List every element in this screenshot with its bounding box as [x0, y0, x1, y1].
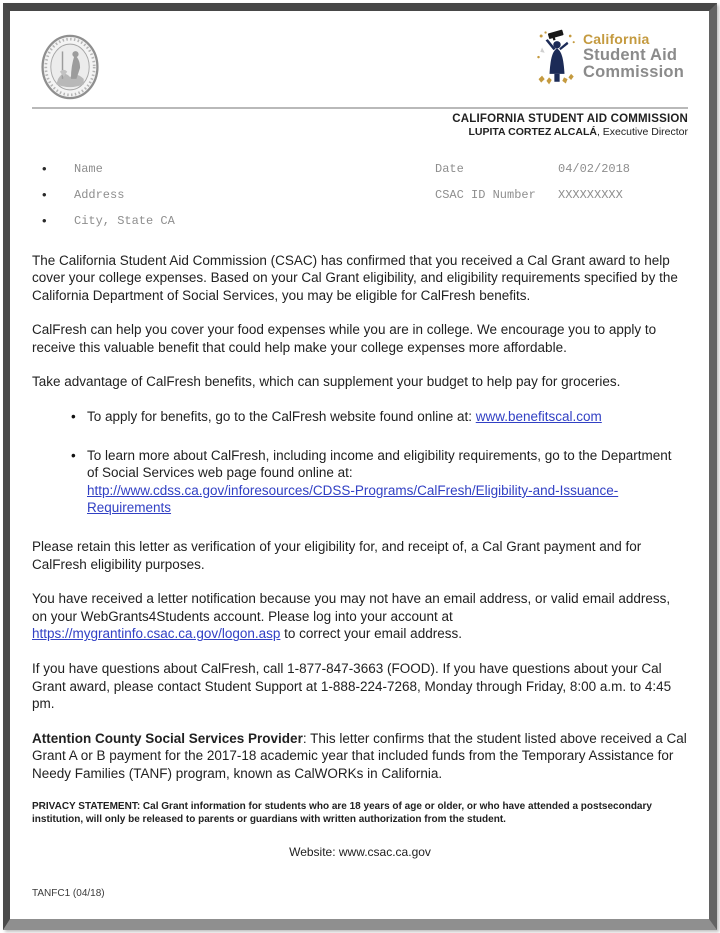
- paragraph-retain-letter: Please retain this letter as verification of your eligibility for, and receipt of, a Cal Grant payment and for CalFresh eligibility purposes.: [32, 539, 642, 572]
- letter-meta-block: [435, 160, 688, 238]
- csac-logo: [535, 29, 684, 92]
- recipient-address-block: [32, 160, 175, 238]
- mygrantinfo-logon-link[interactable]: https://mygrantinfo.csac.ca.gov/logon.asp: [32, 626, 281, 642]
- website-line: Website: www.csac.ca.gov: [289, 844, 431, 859]
- learn-more-text: To learn more about CalFresh, including income and eligibility requirements, go to the Department of Social Services web page found online at:: [87, 447, 672, 481]
- cdss-requirements-link[interactable]: http://www.cdss.ca.gov/inforesources/CDSS-Programs/CalFresh/Eligibility-and-Issuance-Requirements: [87, 482, 619, 516]
- csac-id-label: CSAC ID Number: [435, 187, 536, 202]
- paragraph-email-notice: [32, 590, 688, 643]
- director-line: [32, 126, 688, 139]
- letter-header: [32, 27, 688, 103]
- paragraph-calfresh-help: CalFresh can help you cover your food expenses while you are in college. We encourage you to apply to receive this valuable benefit that could help make your college expenses more affordable.: [32, 322, 657, 355]
- county-provider-rest: : This letter confirms that the student listed above received a Cal Grant A or B payment for the 2017-18 academic year that included funds from the Temporary Assistance for Needy Families (TANF) program, known as CalWORKs in California.: [32, 730, 687, 781]
- resource-links-list: [32, 408, 688, 517]
- letter-page: [3, 3, 717, 930]
- letter-body: [32, 252, 688, 862]
- apply-benefits-text: To apply for benefits, go to the CalFresh website found online at:: [87, 409, 476, 425]
- california-state-seal-icon: [38, 31, 102, 108]
- recipient-name-placeholder: • Name: [42, 160, 175, 186]
- letterhead-org-block: [32, 112, 688, 140]
- date-row: [435, 160, 688, 186]
- csac-id-value: XXXXXXXXX: [558, 187, 623, 202]
- email-notice-before: You have received a letter notification because you may not have an email address, or valid email address, on your WebGrants4Students account. Please log into your account at: [32, 591, 671, 624]
- logo-line-student-aid: Student Aid: [582, 45, 678, 64]
- recipient-city-placeholder: • City, State CA: [42, 212, 175, 238]
- paragraph-questions-contact: If you have questions about CalFresh, call 1-877-847-3663 (FOOD). If you have questions about your Cal Grant award, please contact Student Support at 1-888-224-7268, Monday through Friday, 8:00 a.m. to 4:45 pm.: [32, 661, 672, 712]
- recipient-meta-row: [32, 160, 688, 238]
- csac-id-row: [435, 186, 688, 212]
- director-title: , Executive Director: [596, 126, 688, 139]
- date-label: Date: [435, 161, 464, 176]
- logo-line-commission: Commission: [582, 62, 684, 81]
- director-name: LUPITA CORTEZ ALCALÁ: [468, 126, 597, 139]
- date-value: 04/02/2018: [558, 161, 631, 176]
- county-provider-lead: Attention County Social Services Provider: [32, 730, 303, 746]
- list-item: [32, 447, 688, 517]
- paragraph-take-advantage: Take advantage of CalFresh benefits, which can supplement your budget to help pay for groceries.: [32, 374, 621, 390]
- email-notice-after: to correct your email address.: [280, 626, 462, 642]
- csac-graduate-logo-icon: [535, 29, 579, 92]
- benefitscal-link[interactable]: www.benefitscal.com: [475, 409, 602, 425]
- privacy-statement: PRIVACY STATEMENT: Cal Grant information for students who are 18 years of age or older, or who have attended a postsecondary institution, will only be released to parents or guardians with written authorization from the student.: [32, 800, 652, 825]
- paragraph-county-provider: [32, 730, 688, 783]
- header-divider: [32, 107, 688, 109]
- logo-line-california: California: [582, 31, 650, 47]
- csac-logo-wordmark: [583, 32, 684, 81]
- paragraph-confirmation: The California Student Aid Commission (CSAC) has confirmed that you received a Cal Grant award to help cover your college expenses. Based on your Cal Grant eligibility, and eligibility requirements specified by the California Department of Social Services, you may be eligible for CalFresh benefits.: [32, 252, 678, 303]
- list-item: [32, 408, 688, 426]
- form-code: TANFC1 (04/18): [32, 888, 105, 899]
- recipient-address-placeholder: • Address: [42, 186, 175, 212]
- org-name: CALIFORNIA STUDENT AID COMMISSION: [452, 113, 688, 125]
